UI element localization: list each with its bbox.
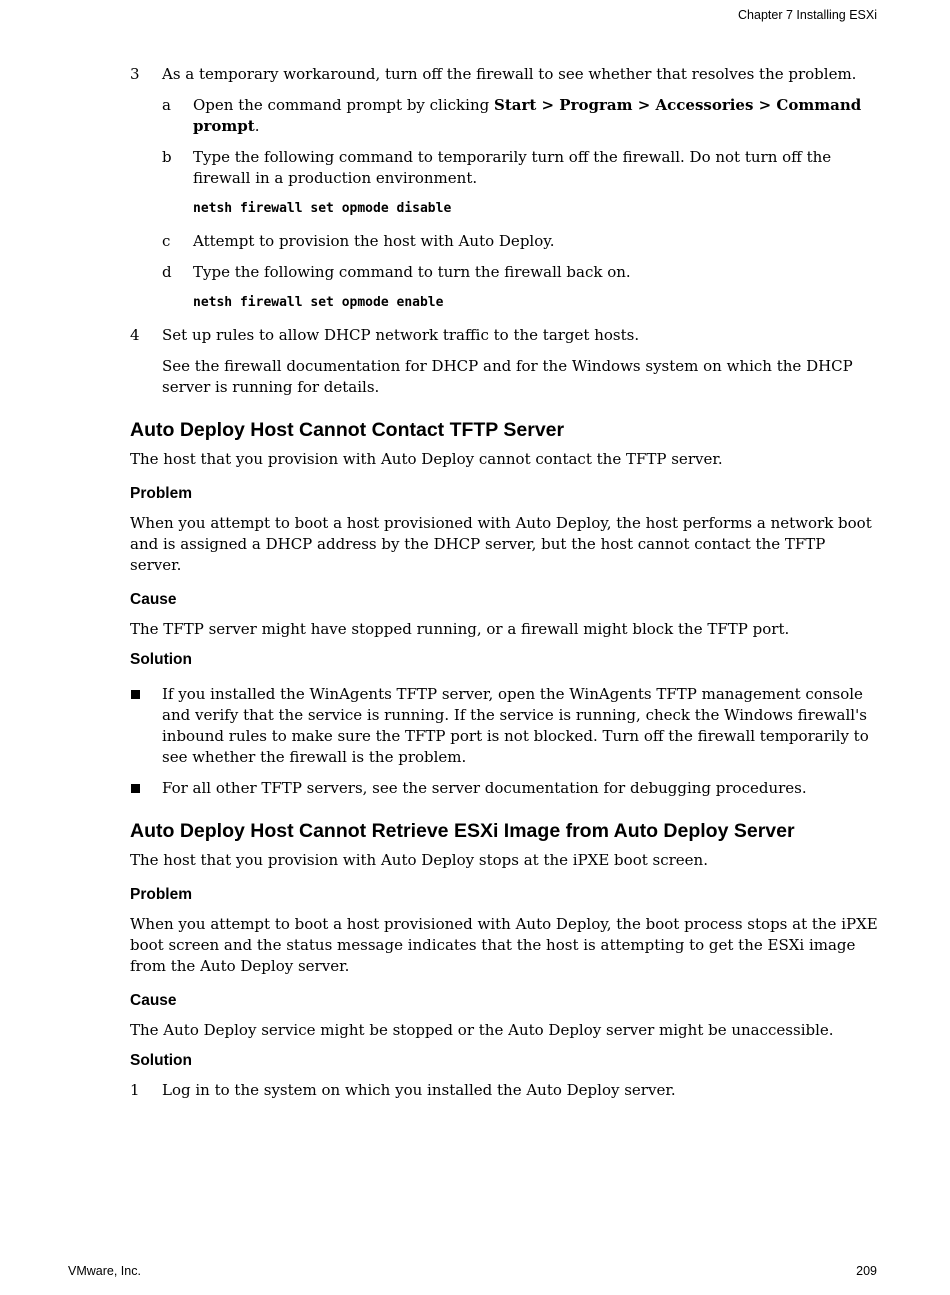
list-item — [130, 684, 880, 768]
step-number: 4 — [130, 326, 140, 344]
code-disable-firewall: netsh firewall set opmode disable — [193, 201, 452, 216]
step-text: As a temporary workaround, turn off the firewall to see whether that resolves the problem. — [162, 65, 857, 83]
step-number: 1 — [130, 1081, 140, 1099]
problem-heading-tftp: Problem — [130, 485, 193, 502]
step-text: Set up rules to allow DHCP network traffic to the target hosts. — [162, 326, 640, 344]
problem-text-tftp: When you attempt to boot a host provisioned with Auto Deploy, the host performs a network boot and is assigned a DHCP address by the DHCP server, but the host cannot contact the TFTP server. — [130, 514, 872, 574]
cause-heading-tftp: Cause — [130, 591, 177, 608]
cause-text-esxi-image: The Auto Deploy service might be stopped or the Auto Deploy server might be unaccessible. — [130, 1021, 834, 1039]
list-item — [130, 778, 880, 799]
step-4 — [130, 325, 880, 346]
section-title-esxi-image: Auto Deploy Host Cannot Retrieve ESXi Image from Auto Deploy Server — [130, 820, 795, 842]
solution-heading-esxi-image: Solution — [130, 1052, 192, 1069]
step-4-note: See the firewall documentation for DHCP and for the Windows system on which the DHCP server is running for details. — [162, 357, 853, 396]
section-intro-esxi-image: The host that you provision with Auto Deploy stops at the iPXE boot screen. — [130, 851, 708, 869]
problem-text-esxi-image: When you attempt to boot a host provisioned with Auto Deploy, the boot process stops at the iPXE boot screen and the status message indicates that the host is attempting to get the ESXi image from the Auto Deploy server. — [130, 915, 878, 975]
bullet-text: If you installed the WinAgents TFTP server, open the WinAgents TFTP management console and verify that the service is running. If the service is running, check the Windows firewall's inbound rules to make sure the TFTP port is not blocked. Turn off the firewall temporarily to see whether the firewall is the problem. — [162, 685, 869, 766]
substep-text: Type the following command to temporarily turn off the firewall. Do not turn off the firewall in a production environment. — [193, 148, 832, 187]
code-enable-firewall: netsh firewall set opmode enable — [193, 295, 444, 310]
step-text: Log in to the system on which you installed the Auto Deploy server. — [162, 1081, 676, 1099]
substep-letter: b — [162, 148, 172, 166]
substep-letter: c — [162, 232, 171, 250]
problem-heading-esxi-image: Problem — [130, 886, 193, 903]
step-number: 3 — [130, 65, 140, 83]
running-header: Chapter 7 Installing ESXi — [738, 8, 877, 22]
bullet-text: For all other TFTP servers, see the server documentation for debugging procedures. — [162, 779, 807, 797]
cause-text-tftp: The TFTP server might have stopped running, or a firewall might block the TFTP port. — [130, 620, 790, 638]
substep-a — [130, 95, 880, 137]
step-3 — [130, 64, 880, 85]
bullet-icon — [131, 690, 140, 699]
substep-b — [130, 147, 880, 189]
substep-text-prefix: Open the command prompt by clicking — [193, 96, 494, 114]
cause-heading-esxi-image: Cause — [130, 992, 177, 1009]
solution-heading-tftp: Solution — [130, 651, 192, 668]
substep-text-suffix: . — [254, 117, 260, 135]
substep-letter: d — [162, 263, 172, 281]
page-content — [130, 64, 880, 1111]
substep-letter: a — [162, 96, 171, 114]
section-intro-tftp: The host that you provision with Auto Deploy cannot contact the TFTP server. — [130, 450, 723, 468]
substep-text: Attempt to provision the host with Auto Deploy. — [193, 232, 555, 250]
substep-text: Type the following command to turn the firewall back on. — [193, 263, 631, 281]
menu-path: Start > Program > Accessories > Command prompt — [193, 96, 862, 135]
page-number: 209 — [856, 1264, 877, 1278]
substep-d — [130, 262, 880, 283]
bullet-icon — [131, 784, 140, 793]
substep-c — [130, 231, 880, 252]
section-title-tftp: Auto Deploy Host Cannot Contact TFTP Server — [130, 419, 565, 441]
footer-company: VMware, Inc. — [68, 1264, 141, 1278]
solution-step-1 — [130, 1080, 880, 1101]
substep-text — [193, 95, 880, 137]
